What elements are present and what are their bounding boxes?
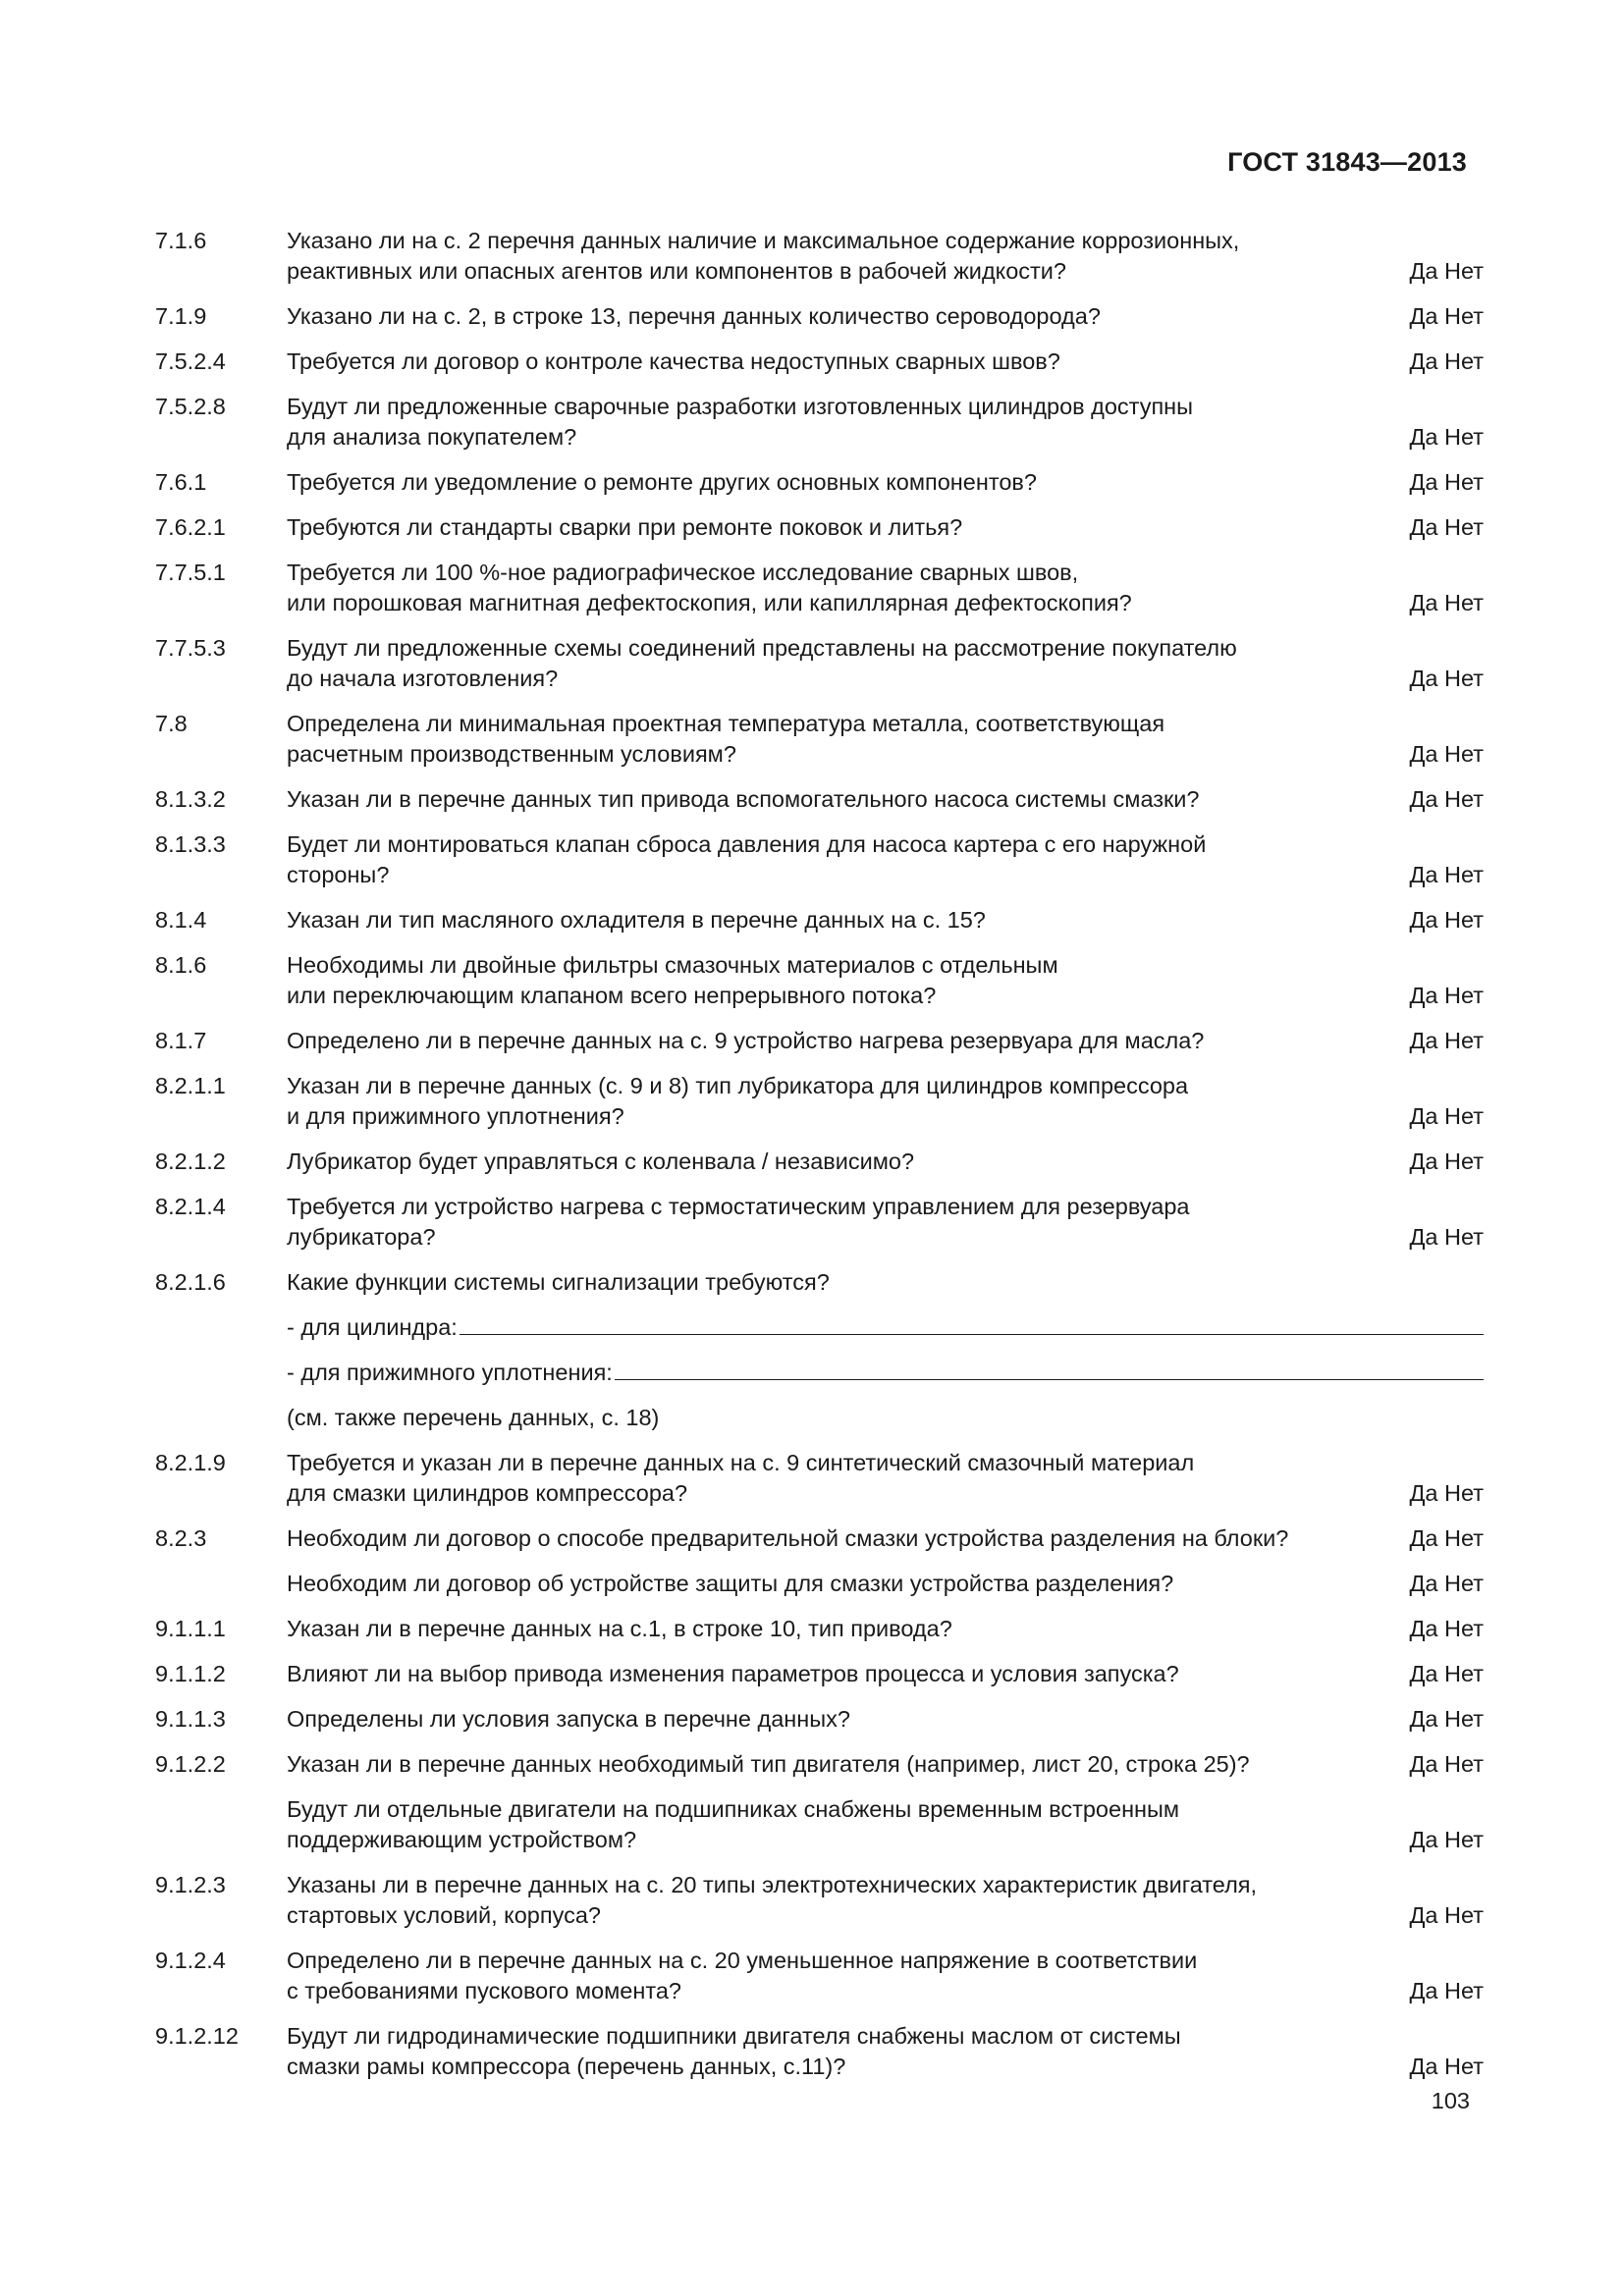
- clause-number: 7.8: [155, 711, 188, 736]
- answer-options: Да Нет: [1409, 1028, 1484, 1053]
- answer-options: Да Нет: [1409, 258, 1484, 284]
- question-text: Влияют ли на выбор привода изменения параметров процесса и условия запуска?: [287, 1661, 1179, 1686]
- question-text: Определено ли в перечне данных на с. 20 уменьшенное напряжение в соответствии с требованиями пускового момента?: [287, 1948, 1198, 2003]
- clause-number: 9.1.1.1: [155, 1616, 226, 1641]
- question-text: Указан ли тип масляного охладителя в перечне данных на с. 15?: [287, 907, 986, 933]
- clause-number: 9.1.1.3: [155, 1706, 226, 1732]
- checklist-row: [155, 1192, 1484, 1253]
- clause-number: 9.1.2.3: [155, 1872, 226, 1897]
- question-text: Требуется ли уведомление о ремонте других основных компонентов?: [287, 469, 1037, 495]
- clause-number: 7.5.2.4: [155, 348, 226, 374]
- question-text: Указано ли на с. 2, в строке 13, перечня данных количество сероводорода?: [287, 303, 1101, 329]
- clause-number: 8.2.1.4: [155, 1194, 226, 1219]
- checklist-row: [155, 1267, 1484, 1298]
- fill-in-underline[interactable]: [615, 1358, 1484, 1380]
- clause-number: 7.6.2.1: [155, 514, 226, 540]
- question-text: Необходимы ли двойные фильтры смазочных материалов с отдельным или переключающим клапаном всего непрерывного потока?: [287, 952, 1058, 1008]
- answer-options: Да Нет: [1409, 1148, 1484, 1174]
- answer-options: Да Нет: [1409, 1978, 1484, 2003]
- checklist: [155, 226, 1484, 2097]
- clause-number: 9.1.2.2: [155, 1751, 226, 1777]
- clause-number: 7.5.2.8: [155, 394, 226, 419]
- question-text: Указан ли в перечне данных тип привода вспомогательного насоса системы смазки?: [287, 786, 1200, 812]
- clause-number: 8.1.3.2: [155, 786, 226, 812]
- checklist-row: [155, 1659, 1484, 1689]
- checklist-row: [155, 633, 1484, 694]
- question-text: Определено ли в перечне данных на с. 9 устройство нагрева резервуара для масла?: [287, 1028, 1205, 1053]
- clause-number: 8.1.3.3: [155, 831, 226, 857]
- question-text: Определена ли минимальная проектная температура металла, соответствующая расчетным производственным условиям?: [287, 711, 1165, 767]
- checklist-row: [155, 226, 1484, 287]
- question-text: Определены ли условия запуска в перечне данных?: [287, 1706, 850, 1732]
- clause-number: 7.1.6: [155, 228, 207, 253]
- answer-options: Да Нет: [1409, 786, 1484, 812]
- checklist-row: [155, 1946, 1484, 2006]
- answer-options: Да Нет: [1409, 862, 1484, 887]
- answer-options: Да Нет: [1409, 1571, 1484, 1596]
- checklist-row: [155, 950, 1484, 1011]
- question-text: Будет ли монтироваться клапан сброса давления для насоса картера с его наружной стороны?: [287, 831, 1207, 887]
- question-text: Требуется ли договор о контроле качества недоступных сварных швов?: [287, 348, 1060, 374]
- answer-options: Да Нет: [1409, 1827, 1484, 1852]
- answer-options: Да Нет: [1409, 1224, 1484, 1250]
- checklist-row: [155, 392, 1484, 453]
- answer-options: Да Нет: [1409, 469, 1484, 495]
- question-text: Указан ли в перечне данных (с. 9 и 8) тип лубрикатора для цилиндров компрессора и для прижимного уплотнения?: [287, 1073, 1189, 1129]
- clause-number: 8.2.1.2: [155, 1148, 226, 1174]
- answer-options: Да Нет: [1409, 1616, 1484, 1641]
- answer-options: Да Нет: [1409, 741, 1484, 767]
- checklist-row: [155, 467, 1484, 498]
- clause-number: 9.1.2.4: [155, 1948, 226, 1973]
- checklist-row: [155, 709, 1484, 770]
- fill-in-underline[interactable]: [460, 1312, 1484, 1335]
- answer-options: Да Нет: [1409, 514, 1484, 540]
- answer-options: Да Нет: [1409, 907, 1484, 933]
- checklist-row: [155, 347, 1484, 377]
- answer-options: Да Нет: [1409, 1480, 1484, 1506]
- question-text: Указано ли на с. 2 перечня данных наличие и максимальное содержание коррозионных, реактивных или опасных агентов или компонентов в рабочей жидкости?: [287, 228, 1240, 284]
- checklist-row: [155, 1523, 1484, 1554]
- answer-options: Да Нет: [1409, 1661, 1484, 1686]
- clause-number: 8.2.1.9: [155, 1450, 226, 1475]
- answer-options: Да Нет: [1409, 424, 1484, 450]
- question-text: Требуется ли 100 %-ное радиографическое исследование сварных швов, или порошковая магнитная дефектоскопия, или капиллярная дефектоскопия?: [287, 560, 1132, 615]
- answer-options: Да Нет: [1409, 303, 1484, 329]
- question-text: Будут ли предложенные схемы соединений представлены на рассмотрение покупателю до начала изготовления?: [287, 635, 1237, 691]
- checklist-row: [155, 1358, 1484, 1388]
- checklist-row: [155, 784, 1484, 815]
- question-text: Требуются ли стандарты сварки при ремонте поковок и литья?: [287, 514, 963, 540]
- question-text: Будут ли отдельные двигатели на подшипниках снабжены временным встроенным поддерживающим устройством?: [287, 1796, 1180, 1852]
- page-number: 103: [1431, 2088, 1470, 2113]
- checklist-row: [155, 829, 1484, 890]
- checklist-row: [155, 1569, 1484, 1599]
- clause-number: 9.1.2.12: [155, 2023, 239, 2049]
- question-text: Какие функции системы сигнализации требуются?: [287, 1269, 830, 1295]
- clause-number: 8.2.1.1: [155, 1073, 226, 1098]
- checklist-row: [155, 905, 1484, 935]
- fill-in-field[interactable]: [287, 1312, 1484, 1343]
- question-text: Указаны ли в перечне данных на с. 20 типы электротехнических характеристик двигателя, стартовых условий, корпуса?: [287, 1872, 1258, 1928]
- answer-options: Да Нет: [1409, 590, 1484, 615]
- checklist-row: [155, 1147, 1484, 1177]
- answer-options: Да Нет: [1409, 1706, 1484, 1732]
- answer-options: Да Нет: [1409, 983, 1484, 1008]
- checklist-row: [155, 512, 1484, 543]
- fill-in-field[interactable]: [287, 1358, 1484, 1388]
- answer-options: Да Нет: [1409, 1751, 1484, 1777]
- clause-number: 8.2.1.6: [155, 1269, 226, 1295]
- checklist-row: [155, 2021, 1484, 2082]
- clause-number: 7.1.9: [155, 303, 207, 329]
- clause-number: 7.7.5.1: [155, 560, 226, 585]
- checklist-row: [155, 1614, 1484, 1644]
- clause-number: 8.1.7: [155, 1028, 207, 1053]
- clause-number: 9.1.1.2: [155, 1661, 226, 1686]
- clause-number: 7.7.5.3: [155, 635, 226, 661]
- clause-number: 7.6.1: [155, 469, 207, 495]
- answer-options: Да Нет: [1409, 1103, 1484, 1129]
- checklist-row: [155, 1870, 1484, 1931]
- answer-options: Да Нет: [1409, 1902, 1484, 1928]
- standard-designation: ГОСТ 31843—2013: [1227, 147, 1467, 177]
- checklist-row: [155, 1312, 1484, 1343]
- checklist-row: [155, 558, 1484, 618]
- clause-number: 8.2.3: [155, 1525, 207, 1551]
- answer-options: Да Нет: [1409, 2054, 1484, 2079]
- checklist-row: [155, 1749, 1484, 1780]
- clause-number: 8.1.4: [155, 907, 207, 933]
- checklist-row: [155, 1403, 1484, 1433]
- fill-in-label: - для цилиндра:: [287, 1314, 458, 1340]
- question-text: Будут ли гидродинамические подшипники двигателя снабжены маслом от системы смазки рамы компрессора (перечень данных, с.11)?: [287, 2023, 1181, 2079]
- checklist-row: [155, 1071, 1484, 1132]
- checklist-row: [155, 1448, 1484, 1509]
- checklist-row: [155, 1794, 1484, 1855]
- question-text: Необходим ли договор об устройстве защиты для смазки устройства разделения?: [287, 1571, 1174, 1596]
- answer-options: Да Нет: [1409, 348, 1484, 374]
- checklist-row: [155, 301, 1484, 332]
- question-text: Лубрикатор будет управляться с коленвала / независимо?: [287, 1148, 915, 1174]
- answer-options: Да Нет: [1409, 1525, 1484, 1551]
- fill-in-label: - для прижимного уплотнения:: [287, 1360, 613, 1385]
- question-text: Необходим ли договор о способе предварительной смазки устройства разделения на блоки?: [287, 1525, 1289, 1551]
- question-text: (см. также перечень данных, с. 18): [287, 1405, 660, 1430]
- clause-number: 8.1.6: [155, 952, 207, 978]
- question-text: Требуется ли устройство нагрева с термостатическим управлением для резервуара лубрикатора?: [287, 1194, 1190, 1250]
- answer-options: Да Нет: [1409, 666, 1484, 691]
- question-text: Указан ли в перечне данных необходимый тип двигателя (например, лист 20, строка 25)?: [287, 1751, 1250, 1777]
- question-text: Будут ли предложенные сварочные разработки изготовленных цилиндров доступны для анализа покупателем?: [287, 394, 1194, 450]
- question-text: Указан ли в перечне данных на с.1, в строке 10, тип привода?: [287, 1616, 952, 1641]
- checklist-row: [155, 1026, 1484, 1056]
- checklist-row: [155, 1704, 1484, 1735]
- question-text: Требуется и указан ли в перечне данных на с. 9 синтетический смазочный материал для смазки цилиндров компрессора?: [287, 1450, 1195, 1506]
